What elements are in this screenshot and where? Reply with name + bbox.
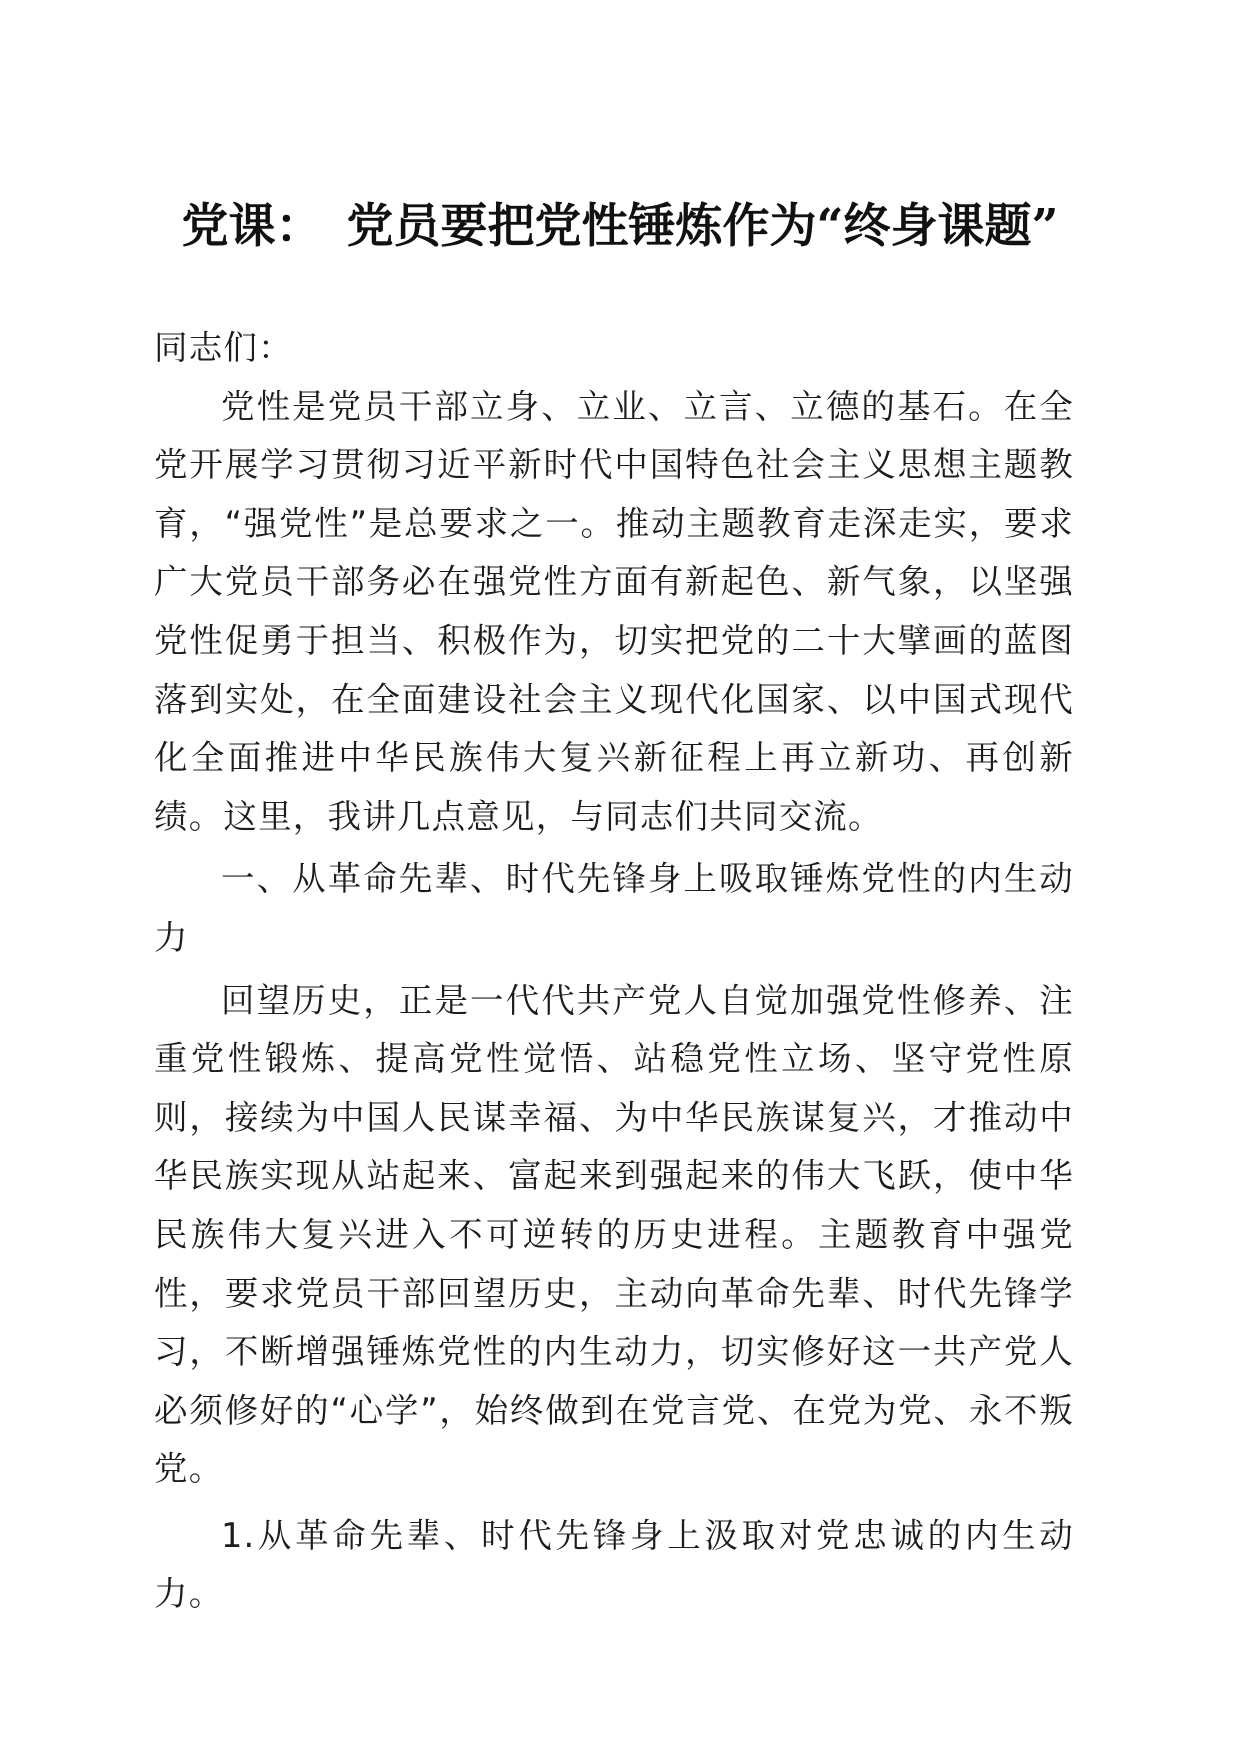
title-prefix: 党课： — [181, 199, 323, 254]
title-main: 党员要把党性锤炼作为“终身课题” — [346, 199, 1059, 254]
salutation: 同志们： — [154, 328, 293, 367]
paragraph-history: 回望历史，正是一代代共产党人自觉加强党性修养、注重党性锻炼、提高党性觉悟、站稳党性立场、坚守党性原则，接续为中国人民谋幸福、为中华民族谋复兴，才推动中华民族实现从站起来、富起来到强起来的伟大飞跃，使中华民族伟大复兴进入不可逆转的历史进程。主题教育中强党性，要求党员干部回望历史，主动向革命先辈、时代先锋学习，不断增强锤炼党性的内生动力，切实修好这一共产党人必须修好的“心学”，始终做到在党言党、在党为党、永不叛党。 — [154, 980, 1074, 1489]
numbered-point-1: 1.从革命先辈、时代先锋身上汲取对党忠诚的内生动力。 — [154, 1515, 1074, 1614]
section-heading-1: 一、从革命先辈、时代先锋身上吸取锤炼党性的内生动力 — [154, 859, 1074, 957]
document-body — [154, 319, 1074, 1624]
document-title — [130, 192, 1110, 262]
paragraph-intro: 党性是党员干部立身、立业、立言、立德的基石。在全党开展学习贯彻习近平新时代中国特色社会主义思想主题教育，“强党性”是总要求之一。推动主题教育走深走实，要求广大党员干部务必在强党性方面有新起色、新气象，以坚强党性促勇于担当、积极作为，切实把党的二十大擘画的蓝图落到实处，在全面建设社会主义现代化国家、以中国式现代化全面推进中华民族伟大复兴新征程上再立新功、再创新绩。这里，我讲几点意见，与同志们共同交流。 — [154, 386, 1074, 836]
